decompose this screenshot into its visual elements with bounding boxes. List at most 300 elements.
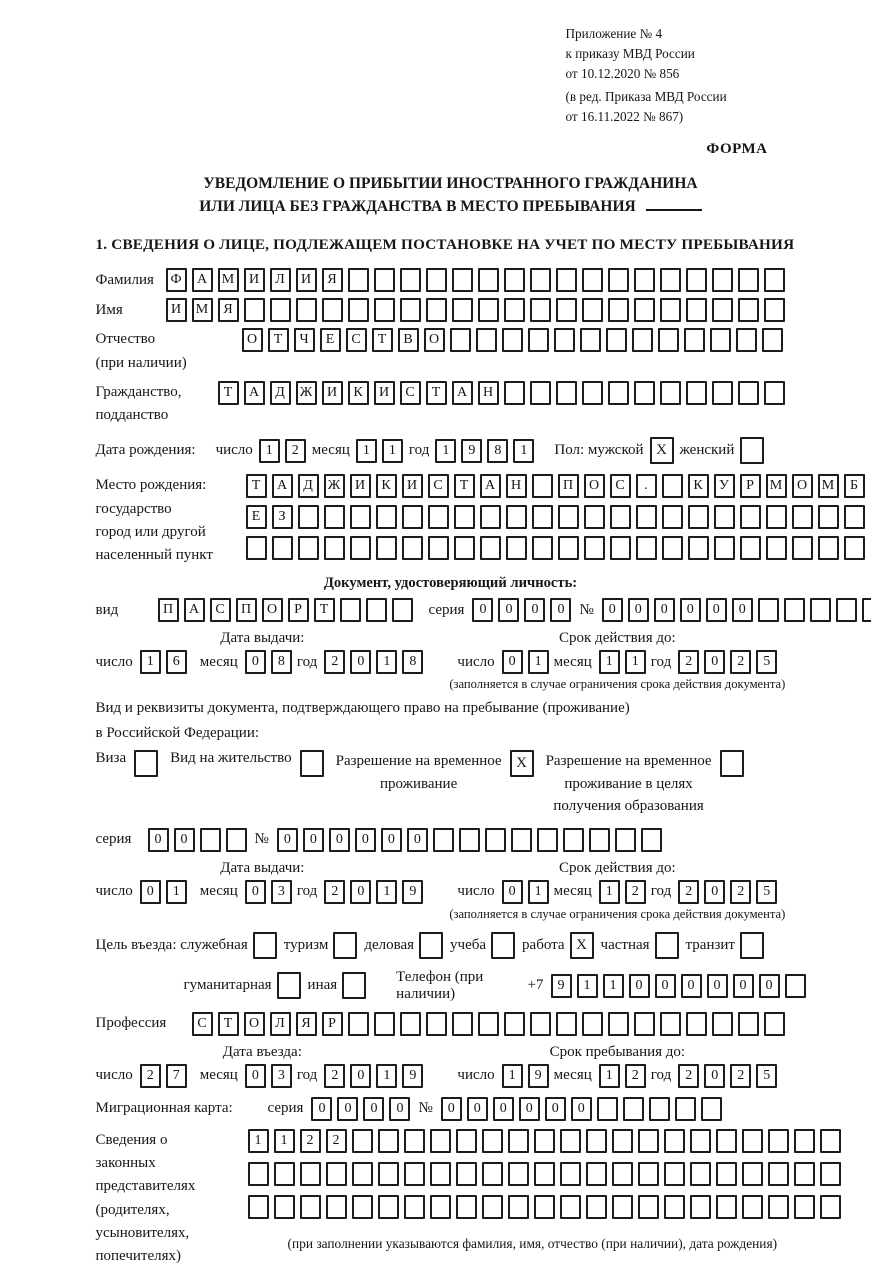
char-cell[interactable] [758, 598, 779, 622]
char-cell[interactable]: 1 [599, 880, 620, 904]
char-cell[interactable] [638, 1129, 659, 1153]
char-cell[interactable]: Ч [294, 328, 315, 352]
purpose-official-checkbox[interactable] [253, 932, 277, 959]
char-cell[interactable]: Я [296, 1012, 317, 1036]
char-cell[interactable]: 0 [524, 598, 545, 622]
char-cell[interactable]: Я [218, 298, 239, 322]
char-cell[interactable] [606, 328, 627, 352]
char-cell[interactable] [426, 298, 447, 322]
char-cell[interactable] [504, 268, 525, 292]
char-cell[interactable]: 2 [730, 650, 751, 674]
char-cell[interactable]: 1 [376, 880, 397, 904]
char-cell[interactable] [582, 268, 603, 292]
char-cell[interactable]: 0 [732, 598, 753, 622]
char-cell[interactable] [534, 1195, 555, 1219]
char-cell[interactable] [459, 828, 480, 852]
char-cell[interactable]: 0 [245, 650, 266, 674]
char-cell[interactable] [324, 536, 345, 560]
char-cell[interactable] [740, 536, 761, 560]
char-cell[interactable] [686, 268, 707, 292]
char-cell[interactable] [482, 1129, 503, 1153]
char-cell[interactable] [690, 1195, 711, 1219]
char-cell[interactable] [478, 1012, 499, 1036]
entry-month-cells[interactable] [245, 1064, 292, 1088]
doc-valid-month-cells[interactable] [599, 650, 646, 674]
char-cell[interactable] [714, 505, 735, 529]
checkbox-cell[interactable] [491, 932, 515, 959]
char-cell[interactable] [274, 1195, 295, 1219]
char-cell[interactable]: 0 [407, 828, 428, 852]
char-cell[interactable] [818, 536, 839, 560]
char-cell[interactable] [376, 505, 397, 529]
char-cell[interactable] [820, 1129, 841, 1153]
char-cell[interactable] [374, 268, 395, 292]
char-cell[interactable]: 0 [550, 598, 571, 622]
char-cell[interactable] [862, 598, 871, 622]
char-cell[interactable]: Н [478, 381, 499, 405]
checkbox-cell[interactable] [419, 932, 443, 959]
char-cell[interactable] [686, 1012, 707, 1036]
char-cell[interactable]: И [374, 381, 395, 405]
char-cell[interactable]: 0 [545, 1097, 566, 1121]
char-cell[interactable] [716, 1129, 737, 1153]
char-cell[interactable] [504, 1012, 525, 1036]
char-cell[interactable] [740, 505, 761, 529]
char-cell[interactable] [508, 1195, 529, 1219]
char-cell[interactable]: П [558, 474, 579, 498]
char-cell[interactable]: 2 [730, 880, 751, 904]
stay-year-cells[interactable] [678, 1064, 777, 1088]
char-cell[interactable]: 3 [271, 1064, 292, 1088]
char-cell[interactable]: 1 [625, 650, 646, 674]
char-cell[interactable]: А [480, 474, 501, 498]
char-cell[interactable] [820, 1195, 841, 1219]
residence-permit-checkbox[interactable] [300, 750, 324, 777]
char-cell[interactable]: 0 [337, 1097, 358, 1121]
char-cell[interactable]: 0 [629, 974, 650, 998]
char-cell[interactable]: Т [314, 598, 335, 622]
purpose-humanitarian-checkbox[interactable] [277, 972, 301, 999]
char-cell[interactable] [456, 1162, 477, 1186]
char-cell[interactable] [586, 1162, 607, 1186]
profession-cells[interactable] [192, 1012, 785, 1036]
char-cell[interactable] [688, 536, 709, 560]
char-cell[interactable]: С [610, 474, 631, 498]
char-cell[interactable]: А [192, 268, 213, 292]
char-cell[interactable] [274, 1162, 295, 1186]
purpose-study-checkbox[interactable] [491, 932, 515, 959]
char-cell[interactable] [660, 1012, 681, 1036]
char-cell[interactable]: З [272, 505, 293, 529]
char-cell[interactable] [586, 1129, 607, 1153]
char-cell[interactable] [662, 536, 683, 560]
char-cell[interactable]: 1 [376, 1064, 397, 1088]
char-cell[interactable] [792, 505, 813, 529]
char-cell[interactable] [433, 828, 454, 852]
char-cell[interactable]: 0 [389, 1097, 410, 1121]
char-cell[interactable] [426, 268, 447, 292]
sex-female-checkbox[interactable] [740, 437, 764, 464]
char-cell[interactable]: 0 [707, 974, 728, 998]
char-cell[interactable]: 0 [363, 1097, 384, 1121]
char-cell[interactable] [641, 828, 662, 852]
char-cell[interactable] [530, 298, 551, 322]
char-cell[interactable]: 0 [704, 880, 725, 904]
checkbox-cell[interactable] [342, 972, 366, 999]
char-cell[interactable]: 0 [303, 828, 324, 852]
char-cell[interactable] [478, 298, 499, 322]
temp-residence-checkbox[interactable] [510, 750, 534, 777]
char-cell[interactable] [660, 298, 681, 322]
char-cell[interactable] [348, 1012, 369, 1036]
char-cell[interactable] [374, 1012, 395, 1036]
representatives-cells-row2[interactable] [248, 1162, 841, 1186]
char-cell[interactable]: 1 [166, 880, 187, 904]
char-cell[interactable] [608, 1012, 629, 1036]
char-cell[interactable]: 0 [655, 974, 676, 998]
char-cell[interactable] [636, 536, 657, 560]
char-cell[interactable] [712, 1012, 733, 1036]
char-cell[interactable] [348, 268, 369, 292]
char-cell[interactable] [530, 1012, 551, 1036]
char-cell[interactable] [556, 298, 577, 322]
char-cell[interactable]: 0 [602, 598, 623, 622]
phone-cells[interactable] [551, 974, 806, 998]
char-cell[interactable] [615, 828, 636, 852]
checkbox-cell[interactable] [655, 932, 679, 959]
char-cell[interactable] [200, 828, 221, 852]
char-cell[interactable]: 0 [381, 828, 402, 852]
char-cell[interactable] [511, 828, 532, 852]
char-cell[interactable] [430, 1195, 451, 1219]
char-cell[interactable]: Ф [166, 268, 187, 292]
char-cell[interactable]: 0 [628, 598, 649, 622]
char-cell[interactable]: 2 [625, 1064, 646, 1088]
char-cell[interactable] [326, 1195, 347, 1219]
char-cell[interactable] [610, 505, 631, 529]
char-cell[interactable]: П [236, 598, 257, 622]
char-cell[interactable] [270, 298, 291, 322]
char-cell[interactable]: 0 [571, 1097, 592, 1121]
char-cell[interactable]: 0 [245, 1064, 266, 1088]
char-cell[interactable] [244, 298, 265, 322]
char-cell[interactable]: К [376, 474, 397, 498]
char-cell[interactable] [810, 598, 831, 622]
char-cell[interactable] [352, 1195, 373, 1219]
char-cell[interactable] [608, 381, 629, 405]
char-cell[interactable] [664, 1195, 685, 1219]
char-cell[interactable]: Р [322, 1012, 343, 1036]
char-cell[interactable]: Т [372, 328, 393, 352]
char-cell[interactable] [426, 1012, 447, 1036]
char-cell[interactable] [658, 328, 679, 352]
char-cell[interactable]: 8 [487, 439, 508, 463]
char-cell[interactable] [560, 1195, 581, 1219]
char-cell[interactable]: 1 [356, 439, 377, 463]
char-cell[interactable]: 0 [681, 974, 702, 998]
char-cell[interactable]: Л [270, 268, 291, 292]
char-cell[interactable] [738, 381, 759, 405]
char-cell[interactable]: К [348, 381, 369, 405]
permit-number-cells[interactable] [277, 828, 662, 852]
permit-series-cells[interactable] [148, 828, 247, 852]
char-cell[interactable]: Т [454, 474, 475, 498]
char-cell[interactable]: 0 [680, 598, 701, 622]
char-cell[interactable] [634, 268, 655, 292]
char-cell[interactable]: 0 [350, 880, 371, 904]
char-cell[interactable] [352, 1162, 373, 1186]
char-cell[interactable] [508, 1129, 529, 1153]
char-cell[interactable] [742, 1195, 763, 1219]
char-cell[interactable]: 1 [599, 1064, 620, 1088]
char-cell[interactable] [530, 268, 551, 292]
char-cell[interactable]: 1 [382, 439, 403, 463]
char-cell[interactable] [638, 1162, 659, 1186]
char-cell[interactable]: 1 [259, 439, 280, 463]
char-cell[interactable] [638, 1195, 659, 1219]
char-cell[interactable] [712, 268, 733, 292]
char-cell[interactable]: О [242, 328, 263, 352]
char-cell[interactable] [400, 298, 421, 322]
char-cell[interactable] [792, 536, 813, 560]
char-cell[interactable]: Л [270, 1012, 291, 1036]
char-cell[interactable] [298, 536, 319, 560]
char-cell[interactable]: 7 [166, 1064, 187, 1088]
char-cell[interactable] [508, 1162, 529, 1186]
char-cell[interactable]: 2 [285, 439, 306, 463]
char-cell[interactable]: К [688, 474, 709, 498]
char-cell[interactable] [404, 1162, 425, 1186]
checkbox-cell[interactable] [333, 932, 357, 959]
char-cell[interactable]: М [218, 268, 239, 292]
birth-month-cells[interactable] [356, 439, 403, 463]
char-cell[interactable] [836, 598, 857, 622]
char-cell[interactable]: 9 [461, 439, 482, 463]
char-cell[interactable]: Р [740, 474, 761, 498]
birth-place-cells-row1[interactable] [246, 474, 865, 498]
char-cell[interactable]: 0 [502, 650, 523, 674]
char-cell[interactable]: 5 [756, 1064, 777, 1088]
char-cell[interactable] [794, 1162, 815, 1186]
char-cell[interactable] [582, 1012, 603, 1036]
char-cell[interactable] [376, 536, 397, 560]
char-cell[interactable] [534, 1129, 555, 1153]
entry-year-cells[interactable] [324, 1064, 423, 1088]
char-cell[interactable] [684, 328, 705, 352]
char-cell[interactable]: Т [218, 1012, 239, 1036]
char-cell[interactable]: Д [298, 474, 319, 498]
char-cell[interactable]: П [158, 598, 179, 622]
char-cell[interactable] [664, 1129, 685, 1153]
char-cell[interactable]: Т [426, 381, 447, 405]
char-cell[interactable]: С [428, 474, 449, 498]
char-cell[interactable] [554, 328, 575, 352]
char-cell[interactable]: 1 [274, 1129, 295, 1153]
char-cell[interactable]: 5 [756, 650, 777, 674]
char-cell[interactable]: 0 [441, 1097, 462, 1121]
doc-series-cells[interactable] [472, 598, 571, 622]
char-cell[interactable]: 9 [402, 1064, 423, 1088]
doc-issue-day-cells[interactable] [140, 650, 187, 674]
char-cell[interactable]: 1 [502, 1064, 523, 1088]
char-cell[interactable]: 8 [271, 650, 292, 674]
char-cell[interactable]: 0 [704, 650, 725, 674]
char-cell[interactable]: 1 [248, 1129, 269, 1153]
temp-residence-edu-checkbox[interactable] [720, 750, 744, 777]
birth-year-cells[interactable] [435, 439, 534, 463]
char-cell[interactable]: 1 [599, 650, 620, 674]
char-cell[interactable] [248, 1162, 269, 1186]
char-cell[interactable]: И [296, 268, 317, 292]
char-cell[interactable] [537, 828, 558, 852]
char-cell[interactable] [649, 1097, 670, 1121]
char-cell[interactable] [608, 268, 629, 292]
char-cell[interactable]: 0 [502, 880, 523, 904]
char-cell[interactable] [300, 1162, 321, 1186]
char-cell[interactable] [662, 505, 683, 529]
char-cell[interactable]: 1 [140, 650, 161, 674]
char-cell[interactable]: 2 [324, 650, 345, 674]
char-cell[interactable] [452, 1012, 473, 1036]
char-cell[interactable]: 2 [678, 1064, 699, 1088]
char-cell[interactable] [610, 536, 631, 560]
char-cell[interactable] [558, 505, 579, 529]
purpose-business-checkbox[interactable] [419, 932, 443, 959]
char-cell[interactable] [742, 1162, 763, 1186]
char-cell[interactable]: О [244, 1012, 265, 1036]
char-cell[interactable] [504, 298, 525, 322]
char-cell[interactable]: 0 [245, 880, 266, 904]
char-cell[interactable]: 2 [678, 650, 699, 674]
char-cell[interactable] [272, 536, 293, 560]
char-cell[interactable] [820, 1162, 841, 1186]
char-cell[interactable] [226, 828, 247, 852]
doc-type-cells[interactable] [158, 598, 413, 622]
char-cell[interactable] [374, 298, 395, 322]
char-cell[interactable]: 2 [324, 1064, 345, 1088]
char-cell[interactable] [660, 381, 681, 405]
char-cell[interactable]: С [192, 1012, 213, 1036]
char-cell[interactable]: 1 [603, 974, 624, 998]
char-cell[interactable] [634, 298, 655, 322]
char-cell[interactable] [534, 1162, 555, 1186]
char-cell[interactable]: 9 [528, 1064, 549, 1088]
char-cell[interactable]: А [452, 381, 473, 405]
char-cell[interactable] [632, 328, 653, 352]
visa-checkbox[interactable] [134, 750, 158, 777]
char-cell[interactable]: 1 [577, 974, 598, 998]
char-cell[interactable] [350, 536, 371, 560]
char-cell[interactable]: Р [288, 598, 309, 622]
char-cell[interactable]: В [398, 328, 419, 352]
doc-valid-day-cells[interactable] [502, 650, 549, 674]
char-cell[interactable] [378, 1195, 399, 1219]
char-cell[interactable]: 0 [277, 828, 298, 852]
char-cell[interactable]: О [584, 474, 605, 498]
char-cell[interactable] [662, 474, 683, 498]
char-cell[interactable]: О [262, 598, 283, 622]
char-cell[interactable]: А [272, 474, 293, 498]
checkbox-cell[interactable]: X [570, 932, 594, 959]
char-cell[interactable] [738, 298, 759, 322]
entry-day-cells[interactable] [140, 1064, 187, 1088]
char-cell[interactable]: И [244, 268, 265, 292]
char-cell[interactable] [584, 536, 605, 560]
char-cell[interactable]: 1 [528, 650, 549, 674]
char-cell[interactable] [502, 328, 523, 352]
char-cell[interactable]: О [424, 328, 445, 352]
char-cell[interactable]: 2 [300, 1129, 321, 1153]
char-cell[interactable] [589, 828, 610, 852]
char-cell[interactable] [584, 505, 605, 529]
char-cell[interactable]: А [244, 381, 265, 405]
char-cell[interactable]: Я [322, 268, 343, 292]
char-cell[interactable] [664, 1162, 685, 1186]
char-cell[interactable]: Т [246, 474, 267, 498]
char-cell[interactable]: Н [506, 474, 527, 498]
char-cell[interactable] [768, 1129, 789, 1153]
char-cell[interactable] [560, 1129, 581, 1153]
char-cell[interactable]: И [166, 298, 187, 322]
char-cell[interactable]: Е [246, 505, 267, 529]
char-cell[interactable] [404, 1129, 425, 1153]
char-cell[interactable] [348, 298, 369, 322]
char-cell[interactable] [482, 1162, 503, 1186]
char-cell[interactable] [688, 505, 709, 529]
char-cell[interactable] [712, 298, 733, 322]
char-cell[interactable]: 0 [493, 1097, 514, 1121]
checkbox-cell[interactable] [720, 750, 744, 777]
char-cell[interactable]: 8 [402, 650, 423, 674]
checkbox-cell[interactable]: X [510, 750, 534, 777]
char-cell[interactable]: 2 [326, 1129, 347, 1153]
char-cell[interactable] [701, 1097, 722, 1121]
birth-place-cells-row2[interactable] [246, 505, 865, 529]
checkbox-cell[interactable] [740, 932, 764, 959]
checkbox-cell[interactable]: X [650, 437, 674, 464]
char-cell[interactable]: С [210, 598, 231, 622]
char-cell[interactable] [766, 536, 787, 560]
char-cell[interactable] [675, 1097, 696, 1121]
permit-valid-month-cells[interactable] [599, 880, 646, 904]
char-cell[interactable]: 0 [329, 828, 350, 852]
mig-number-cells[interactable] [441, 1097, 722, 1121]
char-cell[interactable] [528, 328, 549, 352]
char-cell[interactable] [350, 505, 371, 529]
char-cell[interactable]: Т [268, 328, 289, 352]
char-cell[interactable] [532, 474, 553, 498]
char-cell[interactable] [428, 536, 449, 560]
char-cell[interactable] [506, 505, 527, 529]
char-cell[interactable] [296, 298, 317, 322]
char-cell[interactable]: 0 [311, 1097, 332, 1121]
char-cell[interactable] [340, 598, 361, 622]
char-cell[interactable] [248, 1195, 269, 1219]
purpose-transit-checkbox[interactable] [740, 932, 764, 959]
char-cell[interactable]: 2 [625, 880, 646, 904]
char-cell[interactable] [400, 268, 421, 292]
char-cell[interactable] [378, 1129, 399, 1153]
char-cell[interactable] [450, 328, 471, 352]
char-cell[interactable] [597, 1097, 618, 1121]
char-cell[interactable] [246, 536, 267, 560]
char-cell[interactable] [764, 268, 785, 292]
char-cell[interactable] [768, 1195, 789, 1219]
char-cell[interactable] [324, 505, 345, 529]
char-cell[interactable] [556, 381, 577, 405]
char-cell[interactable] [560, 1162, 581, 1186]
char-cell[interactable]: 0 [472, 598, 493, 622]
